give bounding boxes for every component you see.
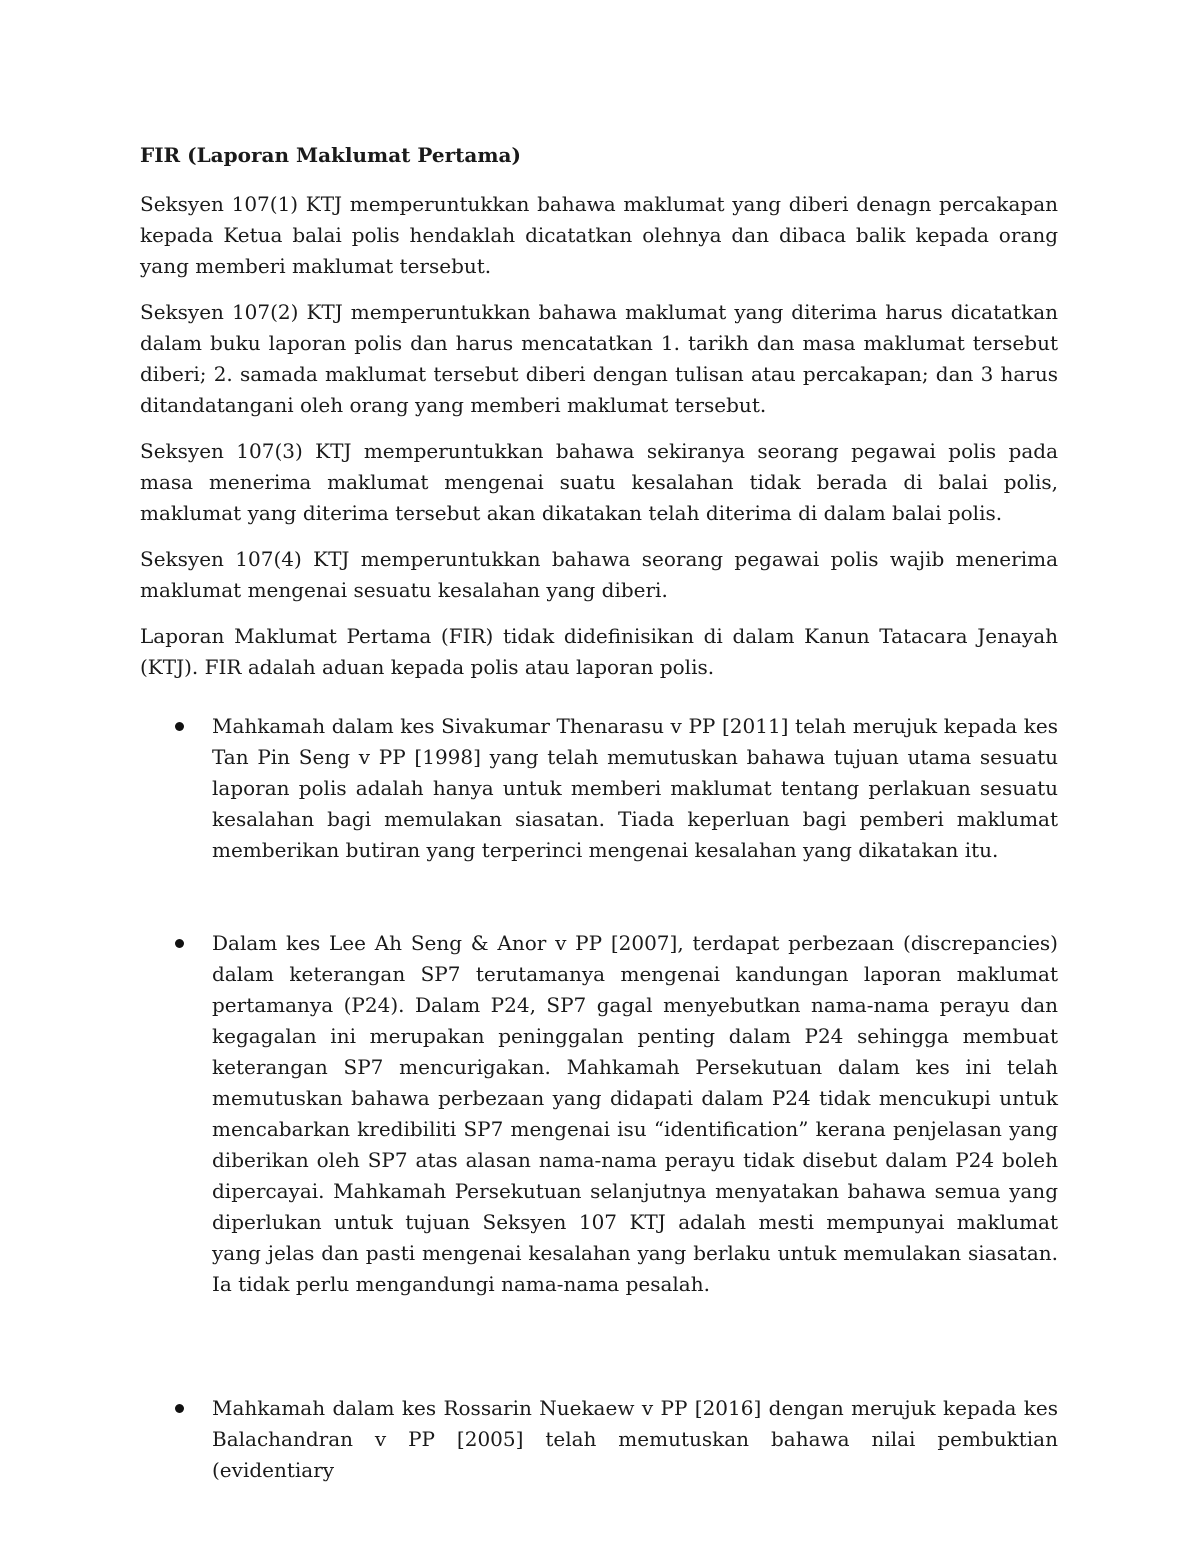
document-page [140,140,1058,1486]
paragraph-seksyen-107-1: Seksyen 107(1) KTJ memperuntukkan bahawa maklumat yang diberi denagn percakapan kepada Ketua balai polis hendaklah dicatatkan olehnya dan dibaca balik kepada orang yang memberi maklumat tersebut. [140,192,1058,278]
bullet-text: Mahkamah dalam kes Rossarin Nuekaew v PP [2016] dengan merujuk kepada kes Balachandran v PP [2005] telah memutuskan bahawa nilai pembuktian (evidentiary [212,1396,1058,1482]
paragraph-seksyen-107-2: Seksyen 107(2) KTJ memperuntukkan bahawa maklumat yang diterima harus dicatatkan dalam buku laporan polis dan harus mencatatkan 1. tarikh dan masa maklumat tersebut diberi; 2. samada maklumat tersebut diberi dengan tulisan atau percakapan; dan 3 harus ditandatangani oleh orang yang memberi maklumat tersebut. [140,300,1058,417]
bullet-icon [175,939,184,948]
bullet-icon [175,1404,184,1413]
bullet-text: Mahkamah dalam kes Sivakumar Thenarasu v PP [2011] telah merujuk kepada kes Tan Pin Seng v PP [1998] yang telah memutuskan bahawa tujuan utama sesuatu laporan polis adalah hanya untuk memberi maklumat tentang perlakuan sesuatu kesalahan bagi memulakan siasatan. Tiada keperluan bagi pemberi maklumat memberikan butiran yang terperinci mengenai kesalahan yang dikatakan itu. [212,714,1058,862]
bullet-text: Dalam kes Lee Ah Seng & Anor v PP [2007], terdapat perbezaan (discrepancies) dalam keterangan SP7 terutamanya mengenai kandungan laporan maklumat pertamanya (P24). Dalam P24, SP7 gagal menyebutkan nama-nama perayu dan kegagalan ini merupakan peninggalan penting dalam P24 sehingga membuat keterangan SP7 mencurigakan. Mahkamah Persekutuan dalam kes ini telah memutuskan bahawa perbezaan yang didapati dalam P24 tidak mencukupi untuk mencabarkan kredibiliti SP7 mengenai isu “identification” kerana penjelasan yang diberikan oleh SP7 atas alasan nama-nama perayu tidak disebut dalam P24 boleh dipercayai. Mahkamah Persekutuan selanjutnya menyatakan bahawa semua yang diperlukan untuk tujuan Seksyen 107 KTJ adalah mesti mempunyai maklumat yang jelas dan pasti mengenai kesalahan yang berlaku untuk memulakan siasatan. Ia tidak perlu mengandungi nama-nama pesalah. [212,931,1058,1296]
list-item [140,928,1058,1300]
paragraph-seksyen-107-4: Seksyen 107(4) KTJ memperuntukkan bahawa seorang pegawai polis wajib menerima maklumat mengenai sesuatu kesalahan yang diberi. [140,547,1058,602]
bullet-icon [175,722,184,731]
list-item [140,711,1058,866]
list-item [140,1393,1058,1486]
paragraph-fir-definition: Laporan Maklumat Pertama (FIR) tidak didefinisikan di dalam Kanun Tatacara Jenayah (KTJ). FIR adalah aduan kepada polis atau laporan polis. [140,624,1058,679]
case-bullet-list [140,711,1058,1486]
document-title: FIR (Laporan Maklumat Pertama) [140,143,521,167]
paragraph-seksyen-107-3: Seksyen 107(3) KTJ memperuntukkan bahawa sekiranya seorang pegawai polis pada masa menerima maklumat mengenai suatu kesalahan tidak berada di balai polis, maklumat yang diterima tersebut akan dikatakan telah diterima di dalam balai polis. [140,439,1058,525]
